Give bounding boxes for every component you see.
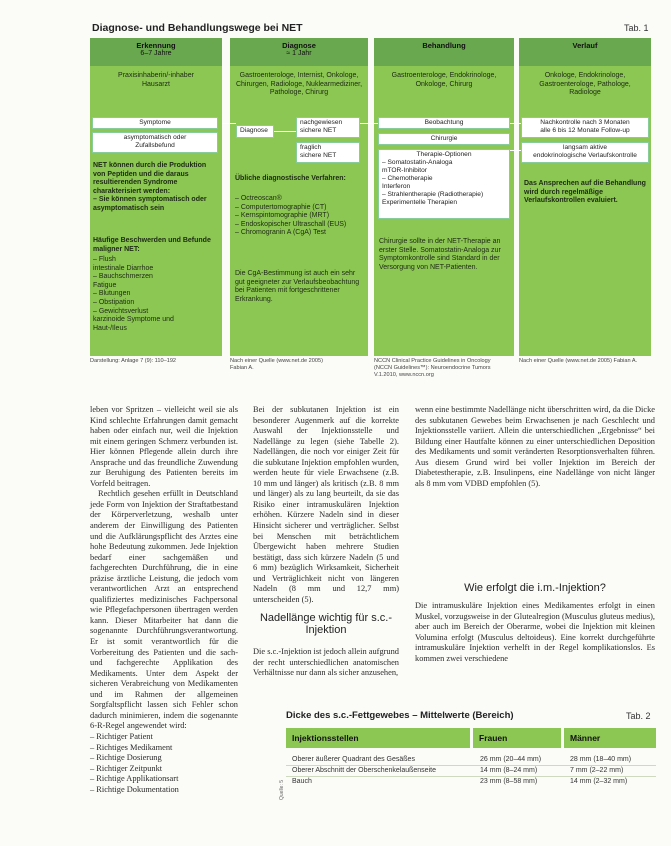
heading-im-injektion: Wie erfolgt die i.m.-Injektion? <box>464 582 606 594</box>
col3-opt: – Strahlentherapie (Radiotherapie) <box>382 191 484 198</box>
col4-source: Nach einer Quelle (www.net.de 2005) Fabian A. <box>519 358 638 364</box>
col2-list-item: – Computertomographie (CT) <box>235 203 327 211</box>
col3-text: Chirurgie sollte in der NET-Therapie an erster Stelle. Somatostatin-Analoga zur Symptomkontrolle sind Standard in der Versorgung von NET-Patienten. <box>379 238 501 271</box>
col4-top: Onkologe, Endokrinologe, Gastroenterologe, Pathologe, Radiologe <box>539 72 631 97</box>
table2-title: Dicke des s.c.-Fettgewebes – Mittelwerte (Bereich) <box>286 710 514 721</box>
arrow-connector <box>222 123 236 124</box>
heading-nadellaenge: Nadellänge wichtig für s.c.-Injektion <box>259 612 393 636</box>
col1-list <box>93 256 219 333</box>
table2-col-maenner <box>570 754 656 787</box>
col1-source: Darstellung: Anlage 7 (9): 110–192 <box>90 358 177 364</box>
rule-item: – Richtige Dosierung <box>90 753 162 763</box>
header-sub: 6–7 Jahre <box>140 50 172 57</box>
table-cell: 7 mm (2–22 mm) <box>570 767 624 774</box>
article-col2b <box>253 647 399 679</box>
table-cell: 14 mm (2–32 mm) <box>570 778 628 785</box>
col1-box-asymptomatisch: asymptomatisch oder Zufallsbefund <box>92 132 218 153</box>
article-col1 <box>90 405 238 795</box>
rule-item: – Richtiges Medikament <box>90 742 173 752</box>
col4-text: Das Ansprechen auf die Behandlung wird durch regelmäßige Verlaufskontrollen evaluiert. <box>524 180 646 205</box>
col2-box-fraglich: fraglich sichere NET <box>296 142 360 163</box>
table-cell: Oberer äußerer Quadrant des Gesäßes <box>292 756 415 763</box>
col1-list-item: – Blutungen <box>93 290 131 298</box>
col2-source: Nach einer Quelle (www.net.de 2005) Fabian A. <box>230 358 323 371</box>
header-sub: ≈ 1 Jahr <box>286 50 312 57</box>
col2-list <box>235 195 363 238</box>
col3-box-therapie <box>378 149 510 219</box>
paragraph: Die intramuskuläre Injektion eines Medikamentes erfolgt in einen Muskel, vorzugsweise in der Glutealregion (Musculus gluteus medius), aber auch im Bereich der Oberarme, wobei die Injektion mit kleinen Volumina erfolgt (Musculus deltoideus). Eine korrekt durchgeführte intramuskuläre Injektion verhelft in der Regel komplikationslos. Es kommen zwei verschiedene <box>415 601 655 663</box>
col2-text2: Die CgA-Bestimmung ist auch ein sehr gut geeigneter zur Verlaufsbeobachtung bei Patienten mit fortgeschrittener Erkrankung. <box>235 270 360 303</box>
col3-top: Gastroenterologe, Endokrinologe, Onkologe, Chirurg <box>391 72 497 88</box>
paragraph: Bei der subkutanen Injektion ist ein besonderer Augenmerk auf die korrekte Auswahl der Injektionsstelle und Nadellänge zu legen (siehe Tabelle 2). Nadellängen, die noch vor einiger Zeit für die subkutane Injektion empfohlen wurden, werden heute für viele Erwachsene (z.B. 10 mm und länger) als kritisch (z.B. 8 mm und länger) als zu lang beurteilt, da sie das Risiko einer intramuskulären Injektion erhöhen. Kürzere Nadeln sind in dieser Hinsicht sicherer und verträglicher. Selbst bei Menschen mit beträchtlichem Übergewicht haben mehrere Studien bestätigt, dass sich kürzere Nadeln (5 und 6 mm) bezüglich Wirksamkeit, Sicherheit und Verträglichkeit nicht von längeren Nadeln (8 mm und 12,7 mm) unterscheiden (5). <box>253 405 399 604</box>
table-cell: Oberer Abschnitt der Oberschenkelaußenseite <box>292 767 436 774</box>
col1-list-item: – Bauchschmerzen <box>93 273 153 281</box>
table2-header-frauen: Frauen <box>473 728 561 748</box>
col3-opt: – Chemotherapie <box>382 175 433 182</box>
col1-text1: NET können durch die Produktion von Peptiden und die daraus resultierenden Syndrome charakterisiert werden: – Sie können symptomatisch oder asymptomatisch sein <box>93 162 207 212</box>
table2-number: Tab. 2 <box>626 711 651 721</box>
col1-list-item: Haut-/Ileus <box>93 324 127 332</box>
table-cell: 14 mm (8–24 mm) <box>480 767 538 774</box>
col1-list-item: intestinale Diarrhoe <box>93 264 154 272</box>
article-col2 <box>253 405 399 605</box>
article-col3 <box>415 405 655 489</box>
header-label: Erkennung <box>136 41 176 50</box>
col3-opt: Interferon <box>382 183 411 190</box>
col1-list-item: karzinoide Symptome und <box>93 316 174 324</box>
header-label: Diagnose <box>282 41 316 50</box>
table2-col-frauen <box>480 754 564 787</box>
arrow-connector <box>510 123 521 124</box>
col1-top: Praxisinhaberin/-inhaber Hausarzt <box>118 72 194 88</box>
col1-text2: Häufige Beschwerden und Befunde maligner NET: <box>93 237 211 253</box>
col4-box-verlaufskontrolle: langsam aktive endokrinologische Verlaufskontrolle <box>521 142 649 163</box>
col2-top: Gastroenterologe, Internist, Onkologe, Chirurgen, Radiologe, Nuklearmediziner, Pathologe, Chirurg <box>235 72 363 97</box>
header-label: Verlauf <box>572 41 598 50</box>
col3-opt: – Somatostatin-Analoga <box>382 159 453 166</box>
col2-list-item: – Endoskopischer Ultraschall (EUS) <box>235 220 347 228</box>
col1-list-item: – Obstipation <box>93 298 135 306</box>
arrow-connector <box>360 123 378 124</box>
article-col3b <box>415 601 655 664</box>
rule-item: – Richtige Applikationsart <box>90 774 179 784</box>
col2-list-item: – Chromogranin A (CgA) Test <box>235 229 326 237</box>
col3-source: NCCN Clinical Practice Guidelines in Oncology (NCCN Guidelines™): Neuroendocrine Tumors V.1.2010, www.nccn.org <box>374 358 491 378</box>
col2-list-item: – Kernspintomographie (MRT) <box>235 212 330 220</box>
col3-box-beobachtung: Beobachtung <box>378 117 510 129</box>
table-cell: 26 mm (20–44 mm) <box>480 756 542 763</box>
paragraph: Rechtlich gesehen erfüllt in Deutschland jede Form von Injektion der Straftatbestand der Körperverletzung, weshalb unter anderem der Einwilligung des Patienten und die Aufklärungspflicht des Arztes eine hohe Bedeutung zukommen. Jede Injektion bedarf einer sachgemäßen und fachgerechten Durchführung, die in eine präzise ärztliche Leistung, die jedoch vom verantwortlichen Arzt an entsprechend qualifiziertes medizinisches Fachpersonal wie Pflegefachpersonen übertragen werden kann. Dieser Mitarbeiter hat dann die sogenannte Durchführungsverantwortung. Er ist somit verantwortlich für die Vorbereitung des Patienten und die sach- und fachgerechte Applikation des Medikaments. Unter dem Aspekt der sicheren Verabreichung von Medikamenten und im Rahmen der allgemeinen Sorgfaltspflicht lassen sich Fehler schon dadurch minimieren, indem die sogenannte 6-R-Regel angewendet wird: <box>90 489 238 731</box>
rule-item: – Richtige Dokumentation <box>90 784 179 794</box>
col2-list-item: – Octreoscan® <box>235 195 282 202</box>
col1-list-item: – Flush <box>93 256 116 263</box>
paragraph: wenn eine bestimmte Nadellänge nicht überschritten wird, da die Dicke des subkutanen Gewebes beim Erwachsenen je nach Geschlecht und Injektionsstelle variiert. Allein die unterschiedlichen „Ergebnisse“ bei Bildung einer Hautfalte können zu einer unterschiedlichen Deposition des Medikaments und somit veränderten Resorptionsverhalten führen. Aus diesem Grund wird bei voller Injektion im Bereich der Diabetestherapie, z.B. Insulinpens, eine Nadellänge von nicht länger als 8 mm vom VDBD empfohlen (5). <box>415 405 656 488</box>
table2-col-stellen <box>292 754 472 787</box>
col2-box-sichere-net: nachgewiesen sichere NET <box>296 117 360 138</box>
rule-item: – Richtiger Zeitpunkt <box>90 763 163 773</box>
table2-row-divider <box>286 776 656 777</box>
table2-side-label: Quelle: 5 <box>279 779 285 800</box>
col3-opt: mTOR-Inhibitor <box>382 167 427 174</box>
col4-box-followup: Nachkontrolle nach 3 Monaten alle 6 bis 12 Monate Follow-up <box>521 117 649 138</box>
rules-list <box>90 732 238 795</box>
column-verlauf <box>519 66 651 356</box>
rule-item: – Richtiger Patient <box>90 731 153 741</box>
col2-connector <box>274 131 296 132</box>
table2-header-maenner: Männer <box>564 728 656 748</box>
col1-list-item: Fatigue <box>93 281 117 289</box>
paragraph: Die s.c.-Injektion ist jedoch allein aufgrund der recht unterschiedlichen anatomischen Verhältnisse nur dann als sicher anzusehen, <box>253 647 399 678</box>
header-label: Behandlung <box>422 41 466 50</box>
arrow-connector <box>510 150 521 151</box>
table2-row-divider <box>286 765 656 766</box>
paragraph: leben vor Spritzen – vielleicht weil sie als Kind schlechte Erfahrungen damit gemacht haben oder einfach nur, weil die Injektion mit einem geringen Schmerz verbunden ist. Hier können Pflegende allein durch ihre Ansprache und das freundliche Zuwendung zur Beruhigung des Patienten bereits im Vorfeld beitragen. <box>90 405 238 488</box>
col3-opt: Experimentelle Therapien <box>382 199 458 206</box>
table1-number: Tab. 1 <box>624 23 649 33</box>
table1-title: Diagnose- und Behandlungswege bei NET <box>92 22 303 34</box>
table2-header-stellen: Injektionsstellen <box>286 728 470 748</box>
col2-box-diagnose: Diagnose <box>236 125 274 138</box>
col3-box-chirurgie: Chirurgie <box>378 133 510 145</box>
col1-box-symptome: Symptome <box>92 117 218 129</box>
table-cell: Bauch <box>292 778 312 785</box>
table-cell: 28 mm (18–40 mm) <box>570 756 632 763</box>
col1-list-item: – Gewichtsverlust <box>93 307 149 315</box>
table-cell: 23 mm (8–58 mm) <box>480 778 538 785</box>
col2-text1: Übliche diagnostische Verfahren: <box>235 175 346 182</box>
col3-opts-title: Therapie-Optionen <box>416 151 472 158</box>
